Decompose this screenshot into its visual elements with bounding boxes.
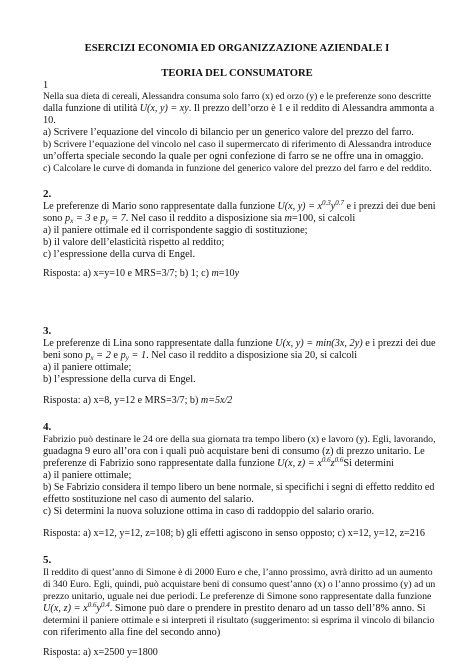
exercise-1-question-b: b) Scrivere l’equazione del vincolo nel caso il supermercato di riferimento di Alessandra introduce	[43, 139, 432, 150]
exercise-2-question-b: b) il valore dell’elasticità rispetto al reddito;	[43, 237, 225, 248]
exercise-1-question-a: a) Scrivere l’equazione del vincolo di bilancio per un generico valore del prezzo del farro.	[43, 127, 414, 138]
exercise-1-line-1: Nella sua dieta di cereali, Alessandra consuma solo farro (x) ed orzo (y) e le preferenze sono descritte	[43, 91, 432, 102]
exercise-5-line-3: prezzo unitario, uguale nei due periodi. Le preferenze di Simone sono rappresentate dalla funzione	[43, 591, 432, 602]
exercise-2-line-1: Le preferenze di Mario sono rappresentate dalla funzione U(x, $y) = x^{0.3}y^{0.7}$ e i prezzi dei due beni	[43, 199, 436, 212]
exercise-3-question-a: a) il paniere ottimale;	[43, 362, 132, 373]
exercise-4-question-b-cont: effetto sostituzione nel caso di aumento del salario.	[43, 494, 254, 505]
exercise-1-line-3: 10.	[43, 115, 56, 126]
exercise-4-question-a: a) il paniere ottimale;	[43, 470, 132, 481]
exercise-4-line-2: guadagna 9 euro all’ora con i quali può acquistare beni di consumo (z) di prezzo unitario. Le	[43, 446, 425, 457]
exercise-1-question-b-cont: un’offerta speciale secondo la quale per ogni confezione di farro se ne offre una in omaggio.	[43, 151, 424, 162]
exercise-4-answer: Risposta: a) x=12, y=12, z=108; b) gli effetti agiscono in senso opposto; c) x=12, y=12, z=216	[43, 528, 425, 539]
exercise-5-number: 5.	[43, 554, 52, 566]
exercise-3-question-b: b) l’espressione della curva di Engel.	[43, 374, 196, 385]
exercise-1-question-c: c) Calcolare le curve di domanda in funzione del generico valore del prezzo del farro e del reddito.	[43, 163, 432, 174]
exercise-2-line-2: sono $p_x = 3$ e $p_y = 7$. Nel caso il reddito a disposizione sia m=100, si calcoli	[43, 213, 356, 225]
exercise-5-answer: Risposta: a) x=2500 y=1800	[43, 647, 158, 658]
exercise-5-line-5: determini il paniere ottimale e si interpreti il risultato (suggerimento: si esprima il vincolo di bilancio	[43, 615, 435, 626]
exercise-2-question-a: a) il paniere ottimale ed il corrispondente saggio di sostituzione;	[43, 225, 308, 236]
exercise-3-line-2: beni sono $p_x = 2$ e $p_y = 1$. Nel caso il reddito a disposizione sia 20, si calcoli	[43, 350, 358, 362]
exercise-4-line-1: Fabrizio può destinare le 24 ore della sua giornata tra tempo libero (x) e lavoro (y). Egli, lavorando,	[43, 434, 436, 445]
exercise-3-line-1: Le preferenze di Lina sono rappresentate dalla funzione U(x, y) = min(3x, 2y) e i prezzi dei due	[43, 338, 436, 349]
exercise-3-number: 3.	[43, 325, 52, 337]
document-subtitle: TEORIA DEL CONSUMATORE	[161, 68, 313, 79]
exercise-2-number: 2.	[43, 188, 52, 200]
exercise-1-line-2: dalla funzione di utilità U(x, y) = xy. Il prezzo dell’orzo è 1 e il reddito di Alessandra ammonta a	[43, 103, 435, 114]
exercise-4-question-c: c) Si determini la nuova soluzione ottima in caso di raddoppio del salario orario.	[43, 506, 375, 517]
exercise-5-line-4: U(x, $z) = x^{0.6}y^{0.4}$. Simone può dare o prendere in prestito denaro ad un tasso dell’8% anno. Si	[43, 601, 426, 614]
exercise-3-answer: Risposta: a) x=8, y=12 e MRS=3/7; b) m=5x/2	[43, 395, 233, 406]
utility-function: U(x, y) = xy	[139, 103, 189, 114]
exercise-1-number: 1	[43, 80, 49, 91]
exercise-5-line-2: di 340 Euro. Egli, quindi, può acquistare beni di consumo quest’anno (x) o l’anno prossimo (y) ad un	[43, 579, 436, 590]
exercise-2-question-c: c) l’espressione della curva di Engel.	[43, 249, 196, 260]
exercise-5-line-1: Il reddito di quest’anno di Simone è di 2000 Euro e che, l’anno prossimo, avrà diritto ad un aumento	[43, 567, 433, 578]
exercise-4-line-3: preferenze di Fabrizio sono rappresentate dalla funzione U(x, $z) = x^{0.6}z^{0.6}Si$ determini	[43, 456, 394, 469]
exercise-4-question-b: b) Se Fabrizio considera il tempo libero un bene normale, si specifichi i segni di effetto reddito ed	[43, 482, 435, 493]
exercise-2-answer: Risposta: a) x=y=10 e MRS=3/7; b) 1; c) m=10y	[43, 268, 240, 279]
exercise-4-number: 4.	[43, 421, 52, 433]
exercise-5-line-6: con riferimento alla fine del secondo anno)	[43, 627, 221, 638]
document-title: ESERCIZI ECONOMIA ED ORGANIZZAZIONE AZIENDALE I	[84, 43, 390, 54]
